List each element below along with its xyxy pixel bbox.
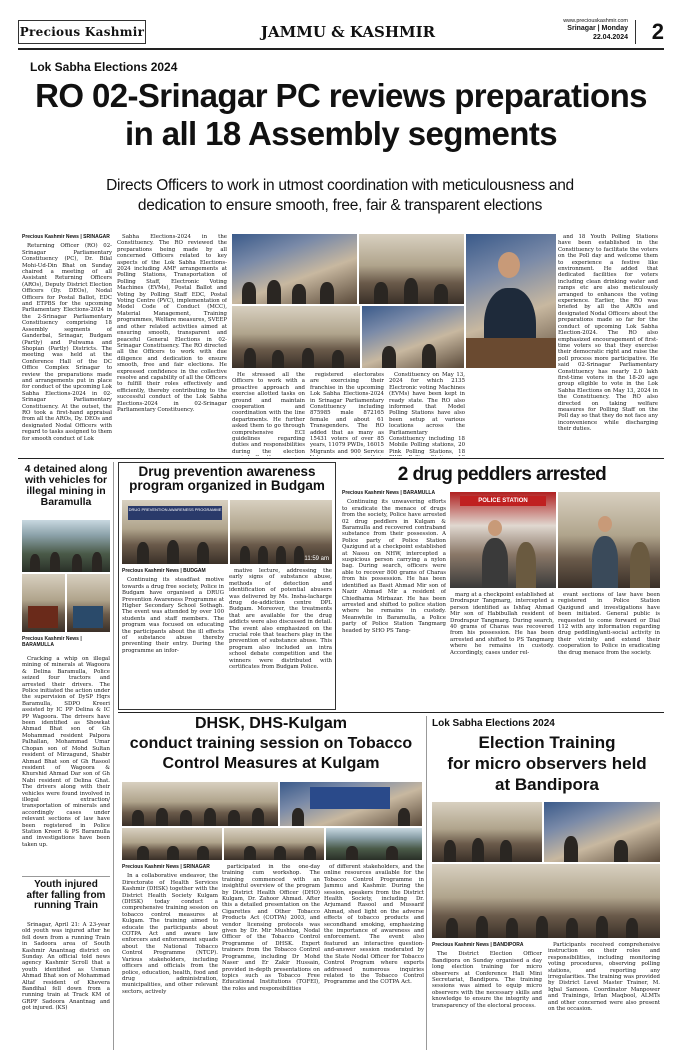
budgam-banner-text: DRUG PREVENTION AWARENESS PROGRAMME: [128, 506, 222, 520]
lead-kicker: Lok Sabha Elections 2024: [30, 60, 178, 74]
kulgam-headline-1: DHSK, DHS-Kulgam: [194, 715, 347, 732]
lead-photo-officials: [362, 306, 464, 368]
kulgam-headline-3: Control Measures at Kulgam: [162, 755, 380, 772]
budgam-column-2: [229, 568, 332, 708]
masthead-rule: [18, 48, 664, 50]
bandipora-headline-2: for micro observers held: [447, 754, 647, 773]
peddlers-col2-text: marg at a checkpoint established at Drodrapur Tangmarg, intercepted a person identified as Ishfaq Ahmad Mir son of Habibullah resident of Drodrapur Tangmarg. During search, 40 grams of Charas was recovered from his possession. He has been arrested and shifted to PS Tangmarg where he remains in custody. Accordingly, cases under rel-: [450, 592, 554, 656]
kulgam-col3-text: of different stakeholders, and the online resources available for the Tobacco Control Programme in Jammu and Kashmir. During the session, speakers from the District Health Society, including Dr. Arjumand Rasool and Mussarif Ahmad, shed light on the adverse effects of tobacco products and secondhand smoking, emphasizing the importance of awareness and enforcement. The event also featured an interactive question-and-answer session moderated by the State Nodal Officer for Tobacco Control Program where experts addressed numerous inquiries related to the Tobacco Control Programme and the COTPA Act.: [324, 864, 424, 986]
peddlers-photo-police-station: [450, 492, 556, 588]
bandipora-headline-1: Election Training: [478, 733, 616, 752]
bandipora-photo-dais: [432, 802, 542, 862]
lead-col6-text: and 18 Youth Polling Stations have been established in the Constituency to facilitate the voters on the Poll day and welcome them to experience a festive like environment. He added that dedicated facilities for voters including clean drinking water and ramps etc are also meticulously arranged to enhances the voting experience. Earlier, the RO was briefed by all the AROs and designated Nodal Officers about the preparations made so far for the conduct of upcoming Lok Sabha Election-2024. The RO also emphasized encouragement of first-time voters so that they exercise their democratic right and raise the poll process more participative. He said 02-Srinagar Parliamentary Constituency has nearly 2.0 lakh first-time voters in the 18-20 age group eligible to vote in the Lok Sabha Elections on May 13, 2024 in the Constituency. The RO also directed on taking welfare measures for Polling Staff on the Poll day so that they do not face any inconvenience while discharging their duties.: [558, 234, 658, 433]
peddlers-headline: 2 drug peddlers arrested: [397, 464, 607, 485]
masthead-date-block: [518, 18, 628, 46]
lead-photo-returning-officer: [466, 234, 556, 368]
date-line-2: 22.04.2024: [592, 34, 628, 41]
lead-column-6: [558, 234, 658, 456]
budgam-photo-banner: [122, 500, 228, 564]
peddlers-station-sign: POLICE STATION: [460, 496, 546, 506]
kulgam-photo-audience: [122, 782, 278, 826]
youth-headline: Youth injured after falling from running Train: [26, 879, 106, 911]
lead-col1-text: Returning Officer (RO) 02-Srinagar Parliamentary Constituency (PC), Dr. Bilal Mohi-Ud-Din Bhat on Sunday chaired a meeting of all Assistant Returning Officers (AROs), Deputy District Election Officers (Dy. DEOs), Nodal Officers for Postal Ballot, EDC and ETPBS for the upcoming Parliamentary Elections-2024 in the 2-Srinagar Parliamentary Constituency comprising 18 Assembly segments of Ganderbal, Srinagar, Budgam (Partly) and Pulwama and Shopian (Partly) Districts. The meeting was held at the Conference Hall of the DC Office Complex Srinagar to review the preparations made and arrangements put in place for conduct of the upcoming Lok Sabha Elections-2024 in 02-Srinagar Parliamentary Constituency. At the outset, the RO took a first-hand appraisal from all the AROs, Dy. DEOs and designated Nodal Officers with regard to tasks assigned to them for smooth conduct of Lok: [22, 243, 112, 442]
baramulla-photo-tractor-1: [22, 574, 65, 632]
baramulla-byline: [22, 636, 110, 648]
masthead: [18, 18, 664, 46]
bandipora-photo-conference-hall: [432, 864, 660, 938]
lead-column-1: [22, 234, 112, 456]
budgam-col1-text: Continuing its steadfast motive towards a drug free society, Police in Budgam have organised a DRUG Prevention Awareness Programme at Higher Secondary School Sothagh. The event was attended by over 100 students and staff members. The program was focused on educating the participants about the ill effects of substance abuse thereby preventing their entry. During the programme an infor-: [122, 577, 224, 654]
budgam-photo-students: [230, 500, 332, 564]
baramulla-body-text: Cracking a whip on illegal mining of minerals at Wagoora & Delina Baramulla, Police seized four tractors and arrested their drivers. The Police initiated the action under the supervision of DySP Hqrs Baramulla, SDPO Kreeri assisted by IC PP Delina & IC PP Wagoora. The drivers have been identified as Showkat Ahmad Bhat son of Gh Mohammad resident Palpora Palhallan, Mohammad Umar Chopan son of Mohd Sultan resident of Mirzagund, Shabir Ahmad Bhat son of Gh Rasool resident of Wagoora & Khurshid Ahmad Dar son of Gh Nabi resident of Delina Ghat. The drivers along with their vehicles were found involved in illegal extraction/ transportation of minerals and accordingly cases under relevant sections of law have been registered in Police Station Kreeri & PS Baramulla and investigations have been taken up.: [22, 656, 110, 848]
kulgam-photo-session: [326, 828, 422, 860]
bandipora-byline: Precious Kashmir News | BANDIPORA: [432, 942, 524, 948]
lead-deck-2: dedication to ensure smooth, free, fair & transparent elections: [137, 197, 543, 214]
date-line-1: Srinagar | Monday: [567, 25, 628, 32]
bandipora-photo-trainer: [544, 802, 660, 862]
baramulla-photo-tractors: [22, 520, 110, 572]
baramulla-body: [22, 656, 110, 876]
peddlers-byline: Precious Kashmir News | BARAMULLA: [342, 490, 436, 496]
lead-photo-conference-hall: [232, 306, 360, 368]
lead-col3-text: He stressed all the Officers to work with a proactive approach and exercise allotted tasks on ground and maintain cooperation and coordination with the line departments. He further asked them to go through comprehensive ECI guidelines regarding duties and responsibilities during the election: [232, 372, 305, 455]
bandipora-kicker: Lok Sabha Elections 2024: [432, 718, 555, 729]
lead-headline-2: in all 18 Assembly segments: [125, 115, 557, 152]
youth-body-text: Srinagar, April 21: A 23-year old youth was injured after he fell down from a running Train in Sadoora area of South Kashmir Anantnag district on Sunday. An official told news agency Kashmir Scroll that a youth identified as Usman Ahmad Bhat son of Mohammad Altaf resident of Khevera Bandihal fell down from a running train at Track KM of GRPF Sadoora Anantnag and got injured. (KS): [22, 922, 110, 1012]
bandipora-col1-text: The District Election Officer Bandipora on Sunday organised a day long election training for micro observers at Conference Hall Mini Secretariat, Bandipora. The training sessions was aimed to equip micro observers with the necessary skills and knowledge to ensure the integrity and transparency of the electoral process.: [432, 951, 542, 1009]
lead-col4-text: registered electorates are exercising their franchise in the upcoming Lok Sabha Elections-2024 in Srinagar Parliamentary Constituency including 875985 male 872165 female and about 61 Transgenders. The RO added that as many as 15431 voters of over 85 years, 11079 PWDs, 16015 Migrants and 900 Service: [310, 372, 384, 455]
lead-photo-meeting-2: [359, 234, 464, 304]
lead-column-4: [310, 372, 384, 456]
kulgam-byline: Precious Kashmir News | SRINAGAR: [122, 864, 210, 870]
lead-column-5: [389, 372, 465, 456]
lead-photo-meeting-1: [232, 234, 357, 304]
budgam-photo-timestamp: 11:59 am: [304, 556, 329, 562]
kulgam-column-1: [122, 864, 218, 1050]
bandipora-headline-3: at Bandipora: [495, 775, 599, 794]
lead-deck-1: Directs Officers to work in utmost coordination with meticulousness and: [106, 177, 574, 194]
baramulla-photo-tractor-2: [67, 574, 110, 632]
lead-byline: Precious Kashmir News | SRINAGAR: [22, 234, 110, 240]
kulgam-photo-presentation: [280, 782, 422, 826]
bandipora-column-2: [548, 942, 660, 1050]
bandipora-column-1: [432, 942, 542, 1050]
lead-col5-text: Constituency on May 13, 2024 for which 2135 Electronic voting Machines (EVMs) have been kept in ready state. The RO also informed that Model Polling Stations have also been setup at various locations across the Parliamentary Constituency including 18 Mobile Polling stations, 20 Pink Polling Stations, 18: [389, 372, 465, 455]
lower-rule: [118, 712, 664, 713]
youth-divider: [22, 876, 110, 877]
lead-headline-1: RO 02-Srinagar PC reviews preparations: [35, 77, 647, 114]
bandipora-col2-text: Participants received comprehensive instruction on their roles and responsibilities, including monitoring voting procedures, observing polling stations, and reporting any irregularities. The training was provided by District Level Master Trainer, M. Iqbal Samoon. Coordinator Manpower and Trainings, Irfan Maqbool, ALMTs and other concerned were also present on the occasion.: [548, 942, 660, 1013]
lead-column-2: [117, 234, 227, 456]
masthead-divider: [635, 20, 636, 44]
kulgam-photo-dais: [122, 828, 222, 860]
kulgam-photo-participants: [224, 828, 324, 860]
peddlers-photo-accused: [558, 492, 660, 588]
peddlers-column-3: [558, 592, 660, 710]
peddlers-column-2: [450, 592, 554, 710]
bandipora-divider: [426, 716, 427, 1050]
kulgam-column-3: [324, 864, 424, 1050]
baramulla-byline-place: BARAMULLA: [22, 642, 54, 648]
youth-body: [22, 922, 110, 1050]
peddlers-col3-text: evant sections of law have been registered in Police Station Qazigund and investigations have been initiated. General public is requested to come forward or Dial 112 with any information regarding drug peddling/anti-social activity in their vicinity and extend their cooperation to Police in eradicating the drug menace from the society.: [558, 592, 660, 656]
page-number: 2: [651, 19, 664, 44]
kulgam-column-2: [222, 864, 320, 1050]
baramulla-headline: 4 detained along with vehicles for illegal mining in Baramulla: [24, 463, 108, 509]
lead-column-3: [232, 372, 305, 456]
budgam-column-1: [122, 568, 224, 708]
lead-bottom-rule: [18, 458, 664, 459]
budgam-byline: Precious Kashmir News | BUDGAM: [122, 568, 206, 574]
kulgam-col1-text: In a collaborative endeavor, the Directorate of Health Services Kashmir (DHSK) together with the District Health Society Kulgam (DHSK) today conduct a comprehensive training session on tobacco control measures at Kulgam. The training aimed to educate the participants about COTPA Act and aware law enforcers and enforcement squads about the National Tobacco Control Programme (NTCP). Various stakeholders, including officers and officials from the police, education, health, food and drug administration, municipalities, and other relevant sectors, actively: [122, 873, 218, 995]
budgam-col2-text: mative lecture, addressing the early signs of substance abuse, methods of detection and identification of potential abusers was delivered by Ms. Insha-lacharge drug de-addiction centre DPL Budgam. Moreover, the treatments that are available for the drug addicts were also discussed in detail. The event also emphasized on the crucial role that teachers play in the prevention of substance abuse. This program also included an intra school debate competition and the winners were distributed with certificates from Budgam Police.: [229, 568, 332, 671]
section-title: JAMMU & KASHMIR: [260, 23, 436, 41]
left-column-divider: [113, 462, 114, 1050]
kulgam-headline-2: conduct training session on Tobacco: [129, 735, 413, 752]
peddlers-col1-text: Continuing its unwavering efforts to eradicate the menace of drugs from the society, Police have arrested 02 drug peddlers in Kulgam & Baramulla and recovered contraband substance from their possession. A Police party of Police Station Qazigund at a checkpoint established at Nassu on NHW, intercepted a suspicious person carrying a nylon bag. During search, officers were able to recover 800 grams of Charas from his possession. He has been identified as Basit Ahmad Mir son of Nazir Ahmad Mir a resident of Chiedhama Mirbazar. He has been arrested and shifted to police station where he remains in custody. Meanwhile in Baramulla, a Police party of Police Station Tangmarg headed by SHO PS Tang-: [342, 499, 446, 634]
brand-logo: Precious Kashmir: [18, 20, 146, 44]
baramulla-byline-source: Precious Kashmir News |: [22, 636, 82, 642]
budgam-headline: Drug prevention awareness program organized in Budgam: [129, 464, 325, 494]
site-url: www.preciouskashmir.com: [563, 18, 628, 24]
peddlers-column-1: [342, 490, 446, 710]
lead-col2-text: Sabha Elections-2024 in the Constituency. The RO reviewed the preparations being made by all concerned Officers related to key aspects of the Lok Sabha Elections-2024 including AMF arrangements at Polling Stations, Transportation of Polling Staff, Electronic Voting Machines (EVMs), Postal Ballot and Voting by Polling Staff EDC, Postal Voting Centre (PVC), implementation of Model Code of Conduct (MCC), Material Management, Training programmes, Welfare measures, SVEEP and other related activities aimed at ensuring smooth, transparent and peaceful General Elections in 02-Srinagar Constituency. The RO directed all the Officers to work with due diligence and dedication to ensure smooth, free and fair elections. He expressed confidence in the collective resolve and capability of all the Officers to fulfill their roles effectively and efficiently, thereby contributing to the successful conduct of the Lok Sabha Elections-2024 in 02-Srinagar Parliamentary Constituency.: [117, 234, 227, 413]
kulgam-col2-text: participated in the one-day training cum workshop. The training commenced with an insightful overview of the program by District Health Officer (DHO) Kulgam, Dr. Zahoor Ahmad. After this a detailed presentation on the Cigarettes and Other Tobacco Products Act (COTPA) 2003, and vendor licensing protocols was given by Dr. Mir Mushtaq, Nodal Officer of the Tobacco Control Programme of DHSK. Expert trainers from the Tobacco Control Programme, including Dr Mohd Naser and Er Zakir Hussain, provided in-depth presentations on topics such as Tobacco Free Educational Institutions (TOFEI), the roles and responsibilities: [222, 864, 320, 992]
